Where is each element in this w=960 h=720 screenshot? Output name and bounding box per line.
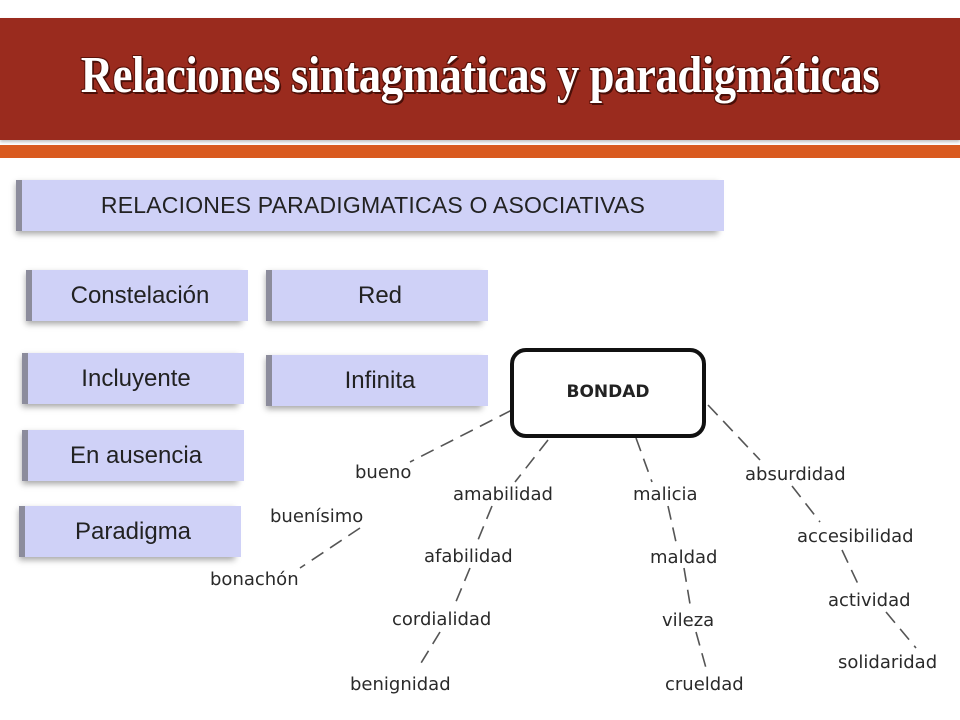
word-bueno: bueno [355,462,412,483]
word-accesibilidad: accesibilidad [797,526,914,547]
word-cordialidad: cordialidad [392,609,492,630]
word-benignidad: benignidad [350,674,451,695]
word-solidaridad: solidaridad [838,652,938,673]
box-red: Red [272,270,488,321]
word-buenisimo: buenísimo [270,506,364,527]
word-absurdidad: absurdidad [745,464,846,485]
word-malicia: malicia [633,484,698,505]
paradigmatic-relations-heading: RELACIONES PARADIGMATICAS O ASOCIATIVAS [22,180,724,231]
box-constelacion: Constelación [32,270,248,321]
word-bonachon: bonachón [210,569,299,590]
box-en-ausencia: En ausencia [28,430,244,481]
box-paradigma: Paradigma [25,506,241,557]
word-afabilidad: afabilidad [424,546,513,567]
word-vileza: vileza [662,610,715,631]
slide-title: Relaciones sintagmáticas y paradigmáticas [80,47,880,104]
word-maldad: maldad [650,547,718,568]
word-actividad: actividad [828,590,911,611]
center-node-label: BONDAD [566,382,650,402]
box-incluyente: Incluyente [28,353,244,404]
word-crueldad: crueldad [665,674,744,695]
box-infinita: Infinita [272,355,488,406]
word-amabilidad: amabilidad [453,484,553,505]
